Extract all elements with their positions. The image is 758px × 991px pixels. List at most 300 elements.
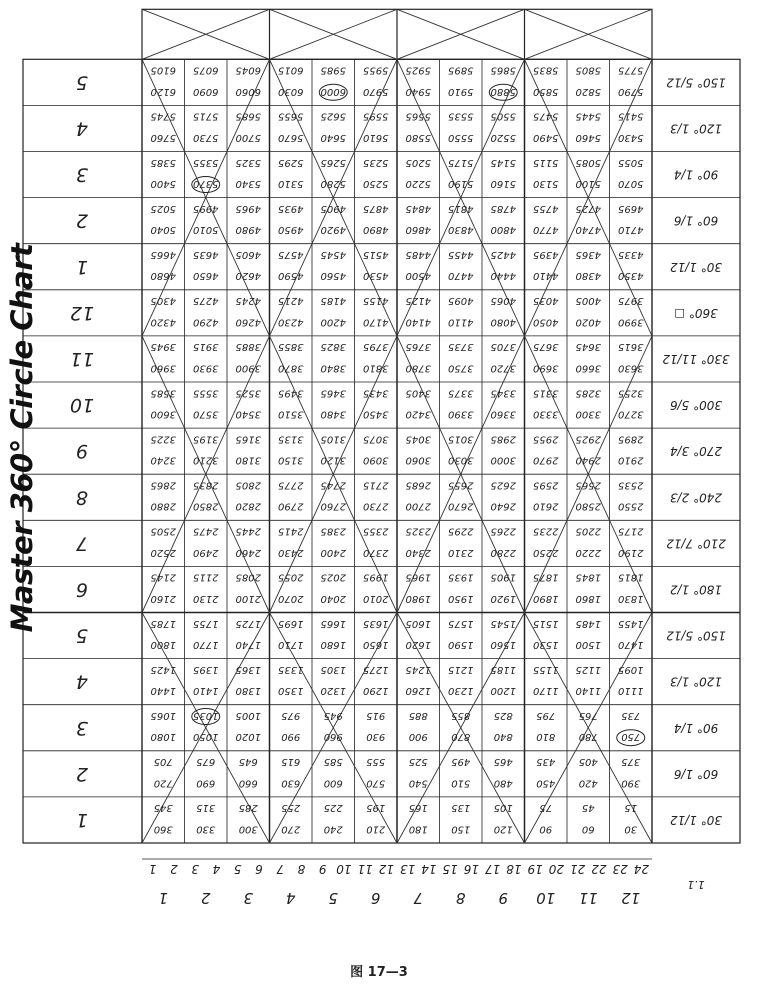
cell-value: 1845 <box>575 571 601 583</box>
cell-value: 3780 <box>405 362 431 374</box>
cell-value: 4230 <box>278 316 304 328</box>
cell-value: 3480 <box>320 408 346 420</box>
cell-value: 5445 <box>575 110 601 122</box>
cell-value: 675 <box>196 756 216 768</box>
cell-value: 3210 <box>193 454 219 466</box>
cell-value: 2835 <box>193 479 219 491</box>
bottom-label: 4 <box>285 889 296 907</box>
cell-value: 3720 <box>490 362 516 374</box>
bottom-top-label: 5 <box>233 862 242 876</box>
cell-value: 5610 <box>363 131 389 143</box>
cell-value: 3045 <box>405 433 431 445</box>
cell-value: 1275 <box>363 663 389 675</box>
cell-value: 510 <box>451 777 471 789</box>
cell-value: 4350 <box>618 270 644 282</box>
cell-value: 4425 <box>490 248 516 260</box>
cell-value: 2550 <box>618 500 644 512</box>
cell-value: 570 <box>366 777 386 789</box>
cell-value: 1650 <box>363 639 389 651</box>
cell-value: 5760 <box>150 131 176 143</box>
row-number-label: 7 <box>75 532 89 555</box>
cell-value: 3705 <box>490 341 516 353</box>
cell-value: 1455 <box>618 617 644 629</box>
cell-value: 5205 <box>405 156 431 168</box>
cell-value: 4635 <box>193 248 219 260</box>
cell-value: 1065 <box>150 709 176 721</box>
cell-value: 5190 <box>448 178 474 190</box>
row-number-label: 5 <box>75 624 89 647</box>
row-labels-right <box>662 75 729 827</box>
cell-value: 4065 <box>490 295 516 307</box>
cell-value: 1005 <box>235 709 261 721</box>
cell-value: 1515 <box>533 617 559 629</box>
bottom-label: 9 <box>498 889 509 907</box>
cell-value: 2715 <box>363 479 389 491</box>
cell-value: 4140 <box>405 316 431 328</box>
cell-value: 2535 <box>618 479 644 491</box>
cell-value: 135 <box>451 802 471 814</box>
cell-value: 3885 <box>235 341 261 353</box>
bottom-label: 11 <box>578 889 598 907</box>
cell-value: 4620 <box>235 270 261 282</box>
cell-value: 1575 <box>448 617 474 629</box>
degree-fraction-label: 90° 1/4 <box>673 720 719 735</box>
bottom-label: 10 <box>536 889 556 907</box>
bottom-top-label: 7 <box>276 862 284 876</box>
cell-value: 4785 <box>490 202 516 214</box>
cell-value: 1965 <box>405 571 431 583</box>
cell-value: 5370 <box>193 178 219 190</box>
cell-value: 4335 <box>618 248 644 260</box>
cell-value: 90 <box>539 823 553 835</box>
cell-value: 5730 <box>193 131 219 143</box>
cell-value: 4095 <box>448 295 474 307</box>
cell-value: 945 <box>323 709 343 721</box>
cell-value: 2100 <box>235 592 261 604</box>
cell-value: 4200 <box>320 316 346 328</box>
cell-value: 1095 <box>618 663 644 675</box>
cell-value: 3270 <box>618 408 644 420</box>
cell-value: 4815 <box>448 202 474 214</box>
cell-value: 2145 <box>150 571 176 583</box>
cell-value: 4905 <box>320 202 346 214</box>
degree-fraction-label: 60° 1/6 <box>673 213 719 228</box>
bottom-top-label: 10 <box>336 862 352 876</box>
row-number-label: 4 <box>75 117 89 140</box>
cell-value: 5850 <box>533 85 559 97</box>
cell-value: 1485 <box>575 617 601 629</box>
cell-value: 4755 <box>533 202 559 214</box>
cell-value: 930 <box>366 731 386 743</box>
row-number-label: 11 <box>69 347 95 370</box>
bottom-top-label: 15 <box>442 862 458 876</box>
degree-fraction-label: 360° ☐ <box>674 305 718 320</box>
cell-value: 2040 <box>320 592 346 604</box>
bottom-top-label: 23 <box>612 862 628 876</box>
cell-value: 2760 <box>320 500 346 512</box>
cell-value: 5700 <box>235 131 261 143</box>
cell-value: 5175 <box>448 156 474 168</box>
cell-value: 315 <box>196 802 216 814</box>
cell-value: 1605 <box>405 617 431 629</box>
degree-fraction-label: 30° 1/12 <box>669 812 723 827</box>
cell-value: 4020 <box>575 316 601 328</box>
cell-value: 5070 <box>618 178 644 190</box>
cell-value: 1380 <box>235 685 261 697</box>
cell-value: 4845 <box>405 202 431 214</box>
bottom-top-label: 14 <box>421 862 437 876</box>
cell-value: 3810 <box>363 362 389 374</box>
cell-value: 120 <box>493 823 513 835</box>
cell-value: 3135 <box>278 433 304 445</box>
cell-value: 3960 <box>150 362 176 374</box>
cell-value: 1440 <box>150 685 176 697</box>
cell-value: 3075 <box>363 433 389 445</box>
cell-value: 3765 <box>405 341 431 353</box>
cell-value: 2370 <box>363 546 389 558</box>
degree-fraction-label: 270° 3/4 <box>669 444 723 459</box>
cell-value: 540 <box>408 777 428 789</box>
cell-value: 2340 <box>405 546 431 558</box>
cell-value: 5880 <box>490 85 516 97</box>
row-number-label: 2 <box>75 762 89 785</box>
cell-value: 3540 <box>235 408 261 420</box>
cell-value: 1335 <box>278 663 304 675</box>
cell-value: 1395 <box>193 663 219 675</box>
cell-value: 2445 <box>235 525 261 537</box>
cell-value: 3945 <box>150 341 176 353</box>
cell-value: 1035 <box>193 709 219 721</box>
cell-value: 2010 <box>363 592 389 604</box>
cell-value: 5025 <box>150 202 176 214</box>
cell-value: 2970 <box>533 454 559 466</box>
cell-value: 4035 <box>533 295 559 307</box>
cell-value: 1950 <box>448 592 474 604</box>
cell-value: 3600 <box>150 408 176 420</box>
cell-value: 5625 <box>320 110 346 122</box>
cell-value: 6120 <box>150 85 176 97</box>
cell-value: 2880 <box>150 500 176 512</box>
cell-value: 390 <box>621 777 641 789</box>
cell-value: 3030 <box>448 454 474 466</box>
cell-value: 5985 <box>320 64 346 76</box>
outer-frame <box>23 59 740 843</box>
row-number-label: 10 <box>69 394 95 417</box>
row-number-label: 1 <box>75 808 89 831</box>
cell-value: 2685 <box>405 479 431 491</box>
cell-value: 4875 <box>363 202 389 214</box>
cell-value: 3240 <box>150 454 176 466</box>
cell-value: 1905 <box>490 571 516 583</box>
cell-value: 30 <box>624 823 638 835</box>
cell-value: 5280 <box>320 178 346 190</box>
cell-value: 5805 <box>575 64 601 76</box>
cell-value: 6075 <box>193 64 219 76</box>
cell-value: 3585 <box>150 387 176 399</box>
cell-value: 435 <box>536 756 556 768</box>
cell-value: 495 <box>451 756 471 768</box>
cell-value: 3930 <box>193 362 219 374</box>
cell-value: 4050 <box>533 316 559 328</box>
cell-value: 3255 <box>618 387 644 399</box>
cell-value: 2325 <box>405 525 431 537</box>
cell-value: 420 <box>578 777 598 789</box>
cell-value: 6045 <box>235 64 261 76</box>
cell-value: 5835 <box>533 64 559 76</box>
cell-value: 1545 <box>490 617 516 629</box>
cell-value: 5430 <box>618 131 644 143</box>
row-number-label: 6 <box>75 578 89 601</box>
cell-value: 1785 <box>150 617 176 629</box>
cell-value: 6000 <box>320 85 346 97</box>
cell-value: 5130 <box>533 178 559 190</box>
cell-value: 4605 <box>235 248 261 260</box>
cell-value: 4260 <box>235 316 261 328</box>
cell-value: 1980 <box>405 592 431 604</box>
cell-value: 60 <box>581 823 595 835</box>
cell-value: 1125 <box>575 663 601 675</box>
cell-value: 2565 <box>575 479 601 491</box>
cell-value: 2085 <box>235 571 261 583</box>
cell-value: 3495 <box>278 387 304 399</box>
bottom-top-label: 2 <box>170 862 178 876</box>
cell-value: 2955 <box>533 433 559 445</box>
cell-value: 3090 <box>363 454 389 466</box>
cell-value: 4665 <box>150 248 176 260</box>
cell-value: 780 <box>578 731 598 743</box>
cell-value: 3300 <box>575 408 601 420</box>
cell-value: 4215 <box>278 295 304 307</box>
cell-value: 300 <box>238 823 258 835</box>
cell-value: 2745 <box>320 479 346 491</box>
cell-value: 5820 <box>575 85 601 97</box>
cell-value: 2160 <box>150 592 176 604</box>
cell-value: 4080 <box>490 316 516 328</box>
cell-value: 5340 <box>235 178 261 190</box>
cell-value: 3825 <box>320 341 346 353</box>
cell-value: 1665 <box>320 617 346 629</box>
cell-value: 5970 <box>363 85 389 97</box>
cell-value: 525 <box>408 756 428 768</box>
cell-value: 645 <box>238 756 258 768</box>
bottom-top-label: 8 <box>297 862 306 876</box>
cell-value: 1740 <box>235 639 261 651</box>
cell-value: 2400 <box>320 546 346 558</box>
bottom-label: 8 <box>455 889 466 907</box>
cell-value: 2505 <box>150 525 176 537</box>
cell-value: 4965 <box>235 202 261 214</box>
cell-value: 2415 <box>278 525 304 537</box>
cell-value: 4380 <box>575 270 601 282</box>
cell-value: 3195 <box>193 433 219 445</box>
cell-value: 3105 <box>320 433 346 445</box>
cell-value: 360 <box>153 823 173 835</box>
cell-value: 1815 <box>618 571 644 583</box>
cell-value: 1365 <box>235 663 261 675</box>
cell-value: 3660 <box>575 362 601 374</box>
cell-value: 1635 <box>363 617 389 629</box>
bottom-label: 6 <box>370 889 381 907</box>
cell-value: 810 <box>536 731 556 743</box>
cell-value: 1770 <box>193 639 219 651</box>
cell-value: 2205 <box>575 525 601 537</box>
cell-value: 1755 <box>193 617 219 629</box>
cell-value: 3390 <box>448 408 474 420</box>
cell-value: 225 <box>323 802 343 814</box>
cell-value: 2895 <box>618 433 644 445</box>
cell-value: 3570 <box>193 408 219 420</box>
cell-value: 2175 <box>618 525 644 537</box>
cell-value: 2985 <box>490 433 516 445</box>
cell-value: 5235 <box>363 156 389 168</box>
cell-value: 6105 <box>150 64 176 76</box>
cell-value: 2250 <box>533 546 559 558</box>
cell-value: 600 <box>323 777 343 789</box>
cell-value: 5085 <box>575 156 601 168</box>
cell-value: 2805 <box>235 479 261 491</box>
cell-value: 2355 <box>363 525 389 537</box>
cell-value: 1920 <box>490 592 516 604</box>
cell-value: 1425 <box>150 663 176 675</box>
cell-value: 450 <box>536 777 556 789</box>
cell-value: 1320 <box>320 685 346 697</box>
cell-value: 4890 <box>363 224 389 236</box>
cell-value: 4800 <box>490 224 516 236</box>
cell-value: 615 <box>281 756 301 768</box>
cell-value: 4695 <box>618 202 644 214</box>
cell-value: 3360 <box>490 408 516 420</box>
cell-value: 3375 <box>448 387 474 399</box>
cell-value: 3690 <box>533 362 559 374</box>
cell-value: 15 <box>624 802 638 814</box>
bottom-label: 3 <box>243 889 254 907</box>
cell-value: 465 <box>493 756 513 768</box>
cell-value: 3510 <box>278 408 304 420</box>
cell-value: 240 <box>323 823 343 835</box>
cell-value: 3015 <box>448 433 474 445</box>
cell-value: 3525 <box>235 387 261 399</box>
cell-value: 2730 <box>363 500 389 512</box>
cell-value: 5685 <box>235 110 261 122</box>
cell-value: 4290 <box>193 316 219 328</box>
bottom-top-label: 22 <box>591 862 607 876</box>
bottom-top-label: 17 <box>484 862 501 876</box>
cell-value: 1290 <box>363 685 389 697</box>
cell-value: 2580 <box>575 500 601 512</box>
cell-value: 5385 <box>150 156 176 168</box>
cell-value: 5655 <box>278 110 304 122</box>
cell-value: 4515 <box>363 248 389 260</box>
degree-fraction-label: 60° 1/6 <box>673 766 719 781</box>
degree-fraction-label: 240° 2/3 <box>669 490 723 505</box>
cell-value: 3870 <box>278 362 304 374</box>
cell-value: 4980 <box>235 224 261 236</box>
row-number-label: 4 <box>75 670 89 693</box>
cell-value: 840 <box>493 731 513 743</box>
chart-rotated-group <box>23 9 740 907</box>
cell-value: 330 <box>196 823 216 835</box>
cell-value: 1305 <box>320 663 346 675</box>
cell-value: 1260 <box>405 685 431 697</box>
cell-value: 4155 <box>363 295 389 307</box>
cell-value: 1710 <box>278 639 304 651</box>
cell-value: 1620 <box>405 639 431 651</box>
cell-value: 2385 <box>320 525 346 537</box>
cell-value: 1725 <box>235 617 261 629</box>
cell-value: 1890 <box>533 592 559 604</box>
cell-value: 4725 <box>575 202 601 214</box>
cell-value: 1410 <box>193 685 219 697</box>
cell-value: 2925 <box>575 433 601 445</box>
bottom-label: 5 <box>328 889 339 907</box>
cell-value: 2655 <box>448 479 474 491</box>
cell-value: 3555 <box>193 387 219 399</box>
bottom-top-label: 24 <box>633 862 650 876</box>
cell-value: 2490 <box>193 546 219 558</box>
cell-value: 4680 <box>150 270 176 282</box>
cell-value: 5940 <box>405 85 431 97</box>
cell-value: 6060 <box>235 85 261 97</box>
bottom-top-label: 12 <box>378 862 395 876</box>
cell-value: 150 <box>451 823 471 835</box>
cell-value: 990 <box>281 731 301 743</box>
cell-value: 2235 <box>533 525 559 537</box>
cell-value: 2625 <box>490 479 516 491</box>
cell-value: 1350 <box>278 685 304 697</box>
cell-value: 4395 <box>533 248 559 260</box>
cell-value: 270 <box>281 823 301 835</box>
cell-value: 1695 <box>278 617 304 629</box>
cell-value: 3285 <box>575 387 601 399</box>
bottom-top-label: 6 <box>255 862 263 876</box>
cell-value: 5595 <box>363 110 389 122</box>
cell-value: 1215 <box>448 663 474 675</box>
cell-value: 5715 <box>193 110 219 122</box>
cell-value: 2280 <box>490 546 516 558</box>
cell-value: 5400 <box>150 178 176 190</box>
cell-value: 3840 <box>320 362 346 374</box>
cell-value: 5010 <box>193 224 219 236</box>
cell-value: 4185 <box>320 295 346 307</box>
cell-value: 255 <box>281 802 301 814</box>
cell-value: 1020 <box>235 731 261 743</box>
cell-value: 4440 <box>490 270 516 282</box>
cell-value: 2265 <box>490 525 516 537</box>
cell-value: 5550 <box>448 131 474 143</box>
cell-value: 2430 <box>278 546 304 558</box>
cell-value: 4485 <box>405 248 431 260</box>
cell-value: 900 <box>408 731 428 743</box>
cell-value: 2790 <box>278 500 304 512</box>
degree-fraction-label: 120° 1/3 <box>669 674 723 689</box>
cell-value: 5640 <box>320 131 346 143</box>
cell-value: 1080 <box>150 731 176 743</box>
cell-value: 5055 <box>618 156 644 168</box>
row-number-label: 8 <box>75 486 89 509</box>
cell-value: 5565 <box>405 110 431 122</box>
degree-fraction-label: 90° 1/4 <box>673 167 719 182</box>
cell-value: 975 <box>281 709 301 721</box>
cell-value: 5415 <box>618 110 644 122</box>
cell-value: 2460 <box>235 546 261 558</box>
cell-value: 1800 <box>150 639 176 651</box>
cell-value: 165 <box>408 802 428 814</box>
cell-value: 4740 <box>575 224 601 236</box>
cell-value: 3405 <box>405 387 431 399</box>
cell-value: 2055 <box>278 571 304 583</box>
cell-value: 3225 <box>150 433 176 445</box>
cell-value: 3750 <box>448 362 474 374</box>
